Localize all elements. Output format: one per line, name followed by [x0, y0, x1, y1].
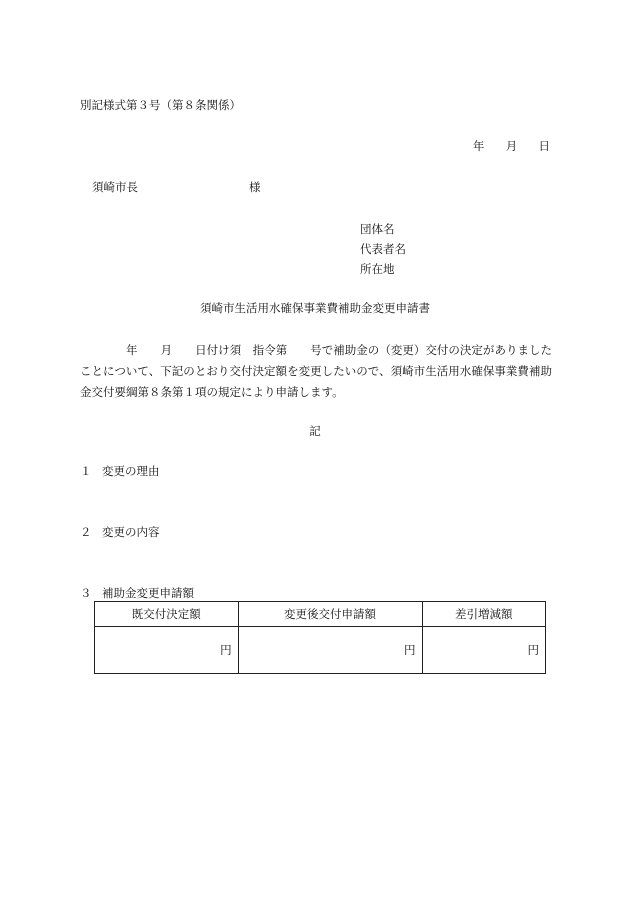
- table-row: [95, 627, 546, 674]
- applicant-representative-label: 代表者名: [360, 242, 406, 256]
- applicant-address-label: 所在地: [360, 262, 395, 276]
- section-amount: [80, 585, 194, 601]
- applicant-org-label: 団体名: [360, 222, 395, 236]
- applicant-block: [360, 219, 406, 279]
- section-label: 補助金変更申請額: [102, 586, 194, 600]
- section-reason: [80, 463, 160, 479]
- addressee: [92, 179, 261, 195]
- section-number: ３: [80, 586, 92, 600]
- existing-amount-cell[interactable]: [95, 627, 239, 674]
- section-label: 変更の理由: [102, 464, 160, 478]
- yen-unit: 円: [220, 643, 232, 657]
- date-line: [473, 138, 550, 154]
- new-amount-cell[interactable]: [238, 627, 422, 674]
- amount-table: [94, 601, 546, 674]
- addressee-name: 須崎市長: [92, 180, 138, 194]
- header-existing-amount: 既交付決定額: [95, 602, 239, 627]
- document-title: 須崎市生活用水確保事業費補助金変更申請書: [200, 301, 430, 315]
- date-month: 月: [505, 139, 518, 153]
- date-day: 日: [538, 139, 550, 153]
- ki-heading: 記: [309, 424, 321, 438]
- header-new-amount: 変更後交付申請額: [238, 602, 422, 627]
- yen-unit: 円: [404, 643, 416, 657]
- difference-cell[interactable]: [422, 627, 546, 674]
- date-year: 年: [472, 139, 485, 153]
- body-paragraph: 年 月 日付け須 指令第 号で補助金の（変更）交付の決定がありましたことについて、下記のとおり交付決定額を変更したいので、須崎市生活用水確保事業費補助金交付要綱第８条第１項の規定により申請します。: [80, 343, 552, 399]
- section-label: 変更の内容: [102, 525, 160, 539]
- yen-unit: 円: [527, 643, 539, 657]
- table-header-row: [95, 602, 546, 627]
- header-difference: 差引増減額: [422, 602, 546, 627]
- section-number: ２: [80, 525, 92, 539]
- addressee-honorific: 様: [249, 180, 261, 194]
- section-number: １: [80, 464, 92, 478]
- form-identifier: 別記様式第３号（第８条関係）: [80, 98, 241, 112]
- section-content: [80, 524, 160, 540]
